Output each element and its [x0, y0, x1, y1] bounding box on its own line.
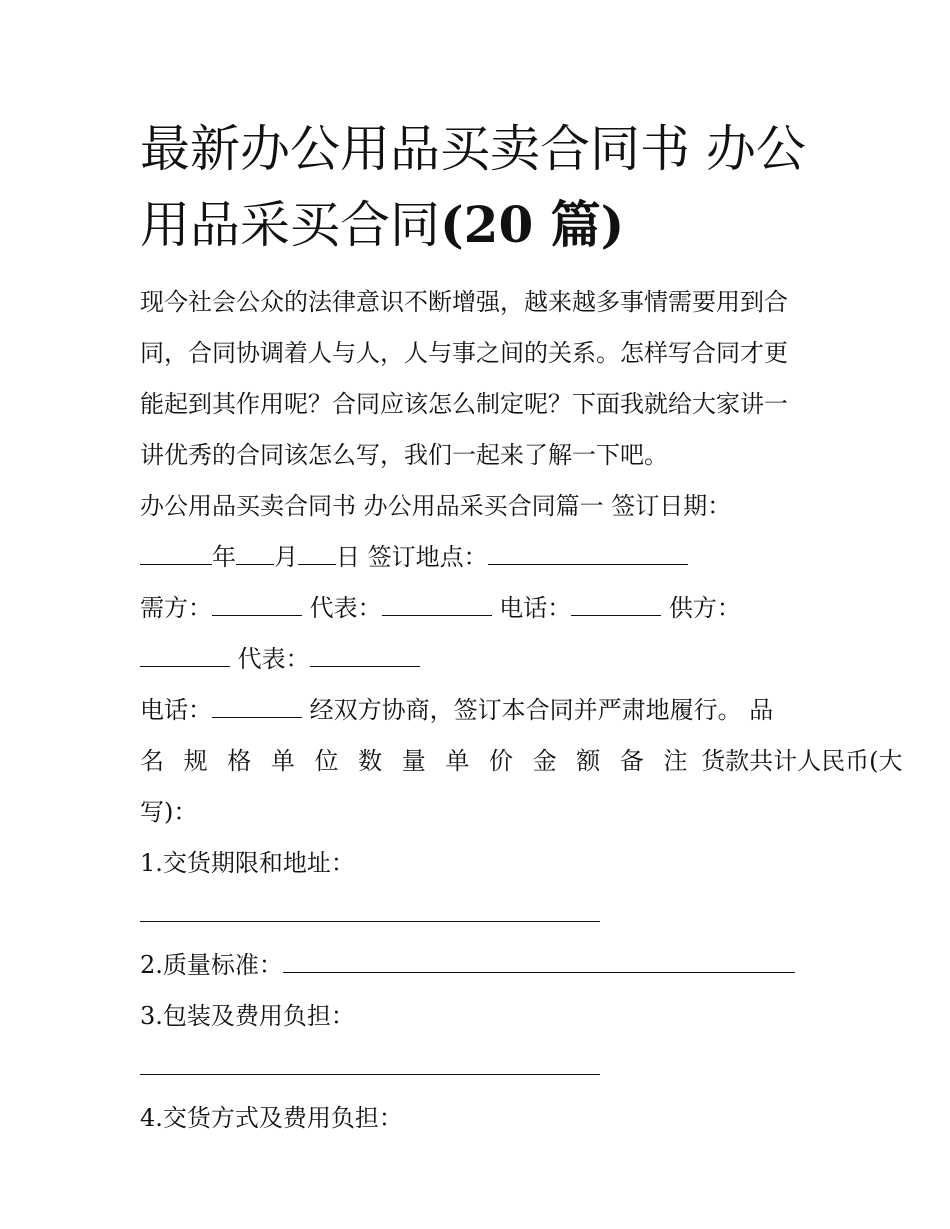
agreement-text: 经双方协商，签订本合同并严肃地履行。 品	[309, 696, 774, 724]
document-page	[140, 112, 903, 1144]
contract-body	[140, 481, 903, 1144]
rep-blank	[382, 593, 492, 616]
month-label: 月	[274, 543, 298, 571]
phone-label: 电话：	[499, 594, 572, 622]
agreement-line	[140, 685, 820, 736]
item-2: 2.质量标准：	[140, 951, 283, 979]
document-title	[140, 112, 820, 263]
item-2-blank	[283, 950, 795, 973]
date-place-line	[140, 532, 820, 583]
buyer-blank	[212, 593, 302, 616]
intro-paragraph	[140, 277, 820, 481]
buyer-label: 需方：	[140, 594, 212, 622]
seller-rep-line	[140, 634, 820, 685]
phone2-label: 电话：	[140, 696, 212, 724]
month-blank	[236, 542, 274, 565]
item-1-blank-line	[140, 889, 820, 940]
intro-line: 讲优秀的合同该怎么写，我们一起来了解一下吧。	[140, 441, 668, 469]
item-4: 4.交货方式及费用负担：	[140, 1104, 403, 1132]
parties-line	[140, 583, 820, 634]
title-line-2-text: 用品采买合同	[140, 196, 440, 254]
contract-heading: 办公用品买卖合同书 办公用品采买合同篇一 签订日期：	[140, 492, 732, 520]
phone2-blank	[212, 695, 302, 718]
seller-blank	[140, 644, 230, 667]
day-blank	[298, 542, 336, 565]
item-3: 3.包装及费用负担：	[140, 1002, 355, 1030]
columns-line	[140, 736, 903, 787]
rep-label: 代表：	[309, 594, 382, 622]
total-label: 货款共计人民币(大	[701, 747, 903, 775]
phone-blank	[571, 593, 661, 616]
seller-label: 供方：	[668, 594, 741, 622]
day-place-label: 日 签订地点：	[336, 543, 488, 571]
year-blank	[140, 542, 212, 565]
title-line-1: 最新办公用品买卖合同书 办公	[140, 120, 806, 178]
item-1-blank	[140, 899, 600, 922]
title-count: (20 篇)	[440, 195, 625, 254]
rep2-blank	[310, 644, 420, 667]
year-label: 年	[212, 543, 236, 571]
rep2-label: 代表：	[237, 645, 310, 673]
item-3-blank-line	[140, 1042, 820, 1093]
item-2-line	[140, 940, 820, 991]
place-blank	[488, 542, 688, 565]
item-1: 1.交货期限和地址：	[140, 849, 355, 877]
title-line-2	[140, 187, 820, 263]
table-columns: 名 规 格 单 位 数 量 单 价 金 额 备 注	[140, 747, 694, 775]
intro-line: 同，合同协调着人与人，人与事之间的关系。怎样写合同才更	[140, 339, 788, 367]
item-3-blank	[140, 1052, 600, 1075]
intro-line: 现今社会公众的法律意识不断增强，越来越多事情需要用到合	[140, 288, 788, 316]
total-end-line: 写)：	[140, 798, 198, 826]
intro-line: 能起到其作用呢？合同应该怎么制定呢？下面我就给大家讲一	[140, 390, 788, 418]
